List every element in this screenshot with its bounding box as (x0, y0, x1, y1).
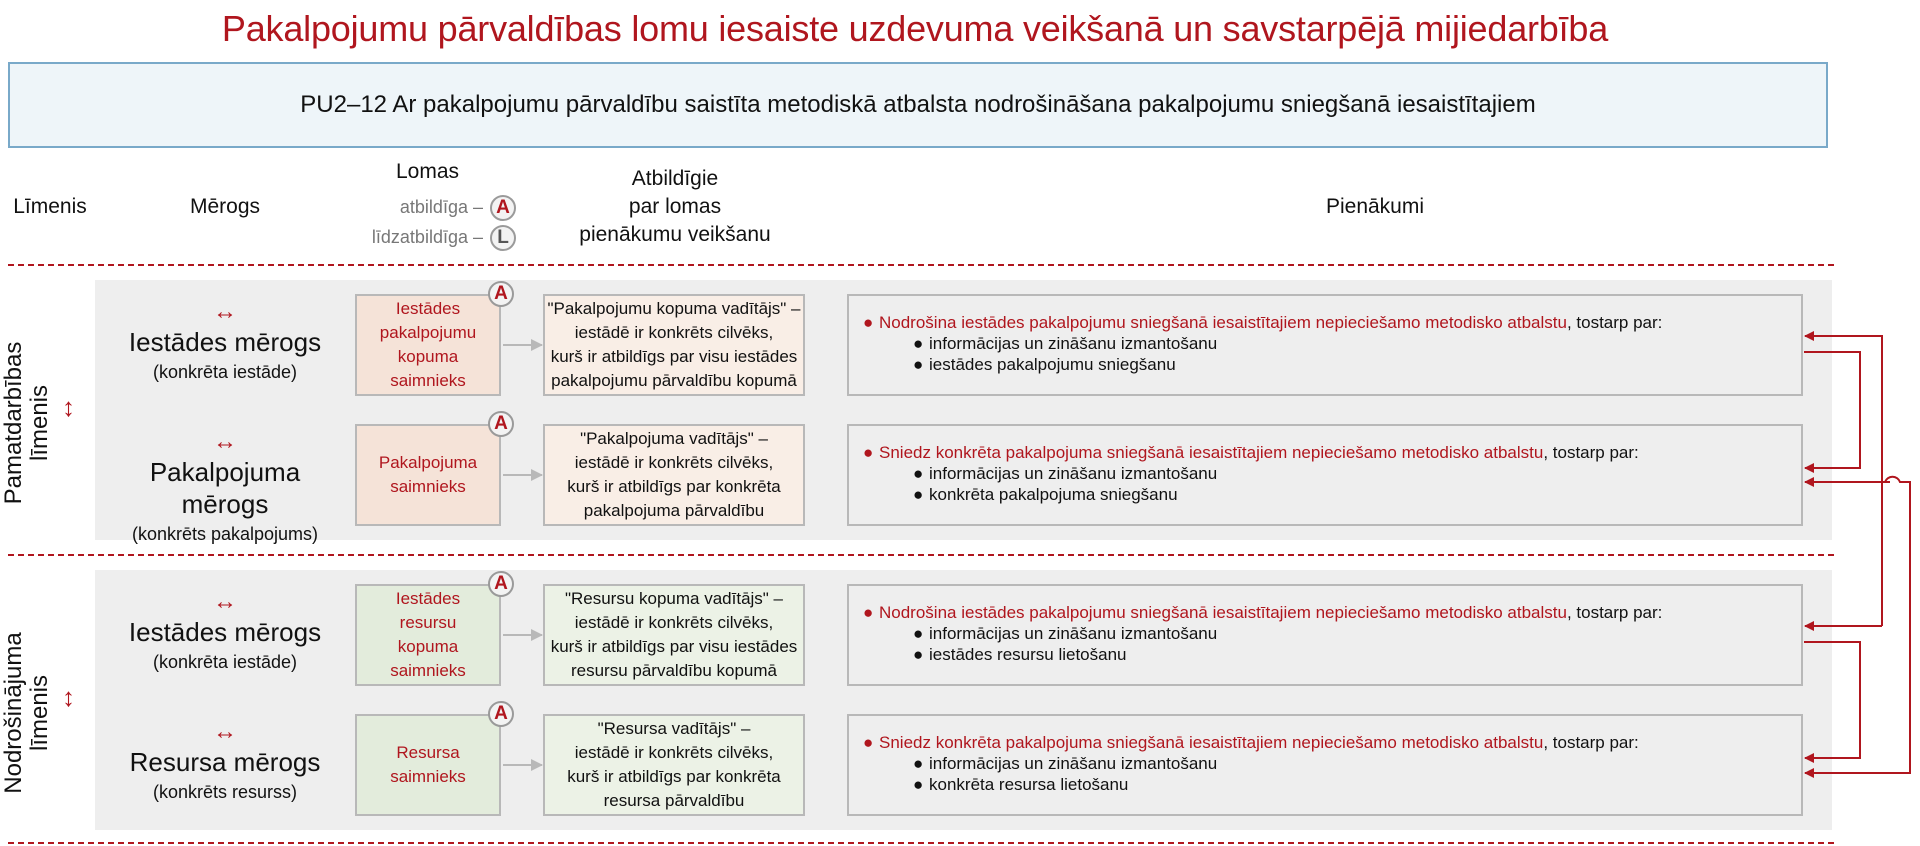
duty-main-text: Nodrošina iestādes pakalpojumu sniegšanā iesaistītajiem nepieciešamo metodisko atbalstu (879, 313, 1567, 332)
scale-name: Iestādes mērogs (128, 617, 322, 647)
badge-a-icon: A (490, 195, 516, 221)
responsible-line: "Pakalpojumu kopuma vadītājs" – (547, 299, 801, 318)
scale-name: Pakalpojuma mērogs (149, 457, 301, 519)
duty-main-text: Sniedz konkrēta pakalpojuma sniegšanā iesaistītajiem nepieciešamo metodisko atbalstu (879, 733, 1544, 752)
connector-arrow-icon (1804, 642, 1860, 758)
level-label-line: Nodrošinājuma (0, 632, 27, 794)
badge-a-icon: A (488, 411, 514, 437)
horizontal-arrow-icon: ↔ (213, 718, 237, 745)
duty-item-text: informācijas un zināšanu izmantošanu (929, 334, 1218, 353)
role-to-responsible-arrows (503, 345, 542, 765)
responsible-line: kurš ir atbildīgs par konkrēta (567, 767, 781, 786)
bullet-icon: ● (913, 464, 924, 483)
duty-item-text: informācijas un zināšanu izmantošanu (929, 754, 1218, 773)
responsible-line: resursu pārvaldību kopumā (570, 661, 777, 680)
responsible-line: resursa pārvaldību (603, 791, 745, 810)
responsible-line: pakalpojumu pārvaldību kopumā (551, 371, 797, 390)
responsible-line: iestādē ir konkrēts cilvēks, (574, 453, 774, 472)
connector-line (1805, 477, 1910, 773)
level-label-line: līmenis (26, 384, 53, 462)
legend-coresponsible-label: līdzatbildīga – (371, 227, 483, 247)
responsible-line: kurš ir atbildīgs par visu iestādes (550, 347, 798, 366)
responsible-line: "Resursu kopuma vadītājs" – (564, 589, 784, 608)
bullet-icon: ● (913, 485, 924, 504)
responsible-line: "Resursa vadītājs" – (597, 719, 751, 738)
duty-item-text: konkrēta resursa lietošanu (929, 775, 1129, 794)
diagram-title: Pakalpojumu pārvaldības lomu iesaiste uzdevuma veikšanā un savstarpējā mijiedarbība (221, 8, 1609, 49)
bullet-icon: ● (913, 775, 924, 794)
header-roles: Lomas (395, 160, 460, 183)
vertical-arrow-icon: ↕ (62, 682, 75, 712)
interaction-connectors (1804, 336, 1910, 773)
scale-subtitle: (konkrēta iestāde) (152, 652, 298, 672)
header-responsible-line: pienākumu veikšanu (579, 223, 771, 246)
role-line: Resursa (396, 743, 460, 762)
badge-l-icon: L (490, 225, 516, 251)
bullet-icon: ● (863, 733, 874, 752)
role-line: saimnieks (390, 767, 466, 786)
scale-subtitle: (konkrēts resurss) (152, 782, 298, 802)
bullet-icon: ● (913, 355, 924, 374)
horizontal-arrow-icon: ↔ (213, 428, 237, 455)
bullet-icon: ● (863, 443, 874, 462)
responsible-line: iestādē ir konkrēts cilvēks, (574, 613, 774, 632)
bullet-icon: ● (913, 645, 924, 664)
role-line: kopuma (397, 347, 459, 366)
badge-a-icon: A (488, 571, 514, 597)
role-line: saimnieks (390, 661, 466, 680)
responsible-line: kurš ir atbildīgs par konkrēta (567, 477, 781, 496)
bullet-icon: ● (913, 334, 924, 353)
duty-tail: , tostarp par: (1543, 733, 1639, 752)
legend-responsible-label: atbildīga – (399, 197, 483, 217)
responsible-line: "Pakalpojuma vadītājs" – (580, 429, 768, 448)
header-responsible-line: Atbildīgie (631, 167, 719, 190)
duty-main-text: Sniedz konkrēta pakalpojuma sniegšanā iesaistītajiem nepieciešamo metodisko atbalstu (879, 443, 1544, 462)
role-line: Iestādes (395, 589, 461, 608)
header-scale: Mērogs (189, 195, 261, 218)
responsible-line: iestādē ir konkrēts cilvēks, (574, 323, 774, 342)
duty-tail: , tostarp par: (1566, 313, 1663, 332)
role-line: saimnieks (390, 477, 466, 496)
horizontal-arrow-icon: ↔ (213, 298, 237, 325)
header-level: Līmenis (13, 195, 87, 218)
bullet-icon: ● (863, 603, 874, 622)
duty-tail: , tostarp par: (1543, 443, 1639, 462)
scale-name: Resursa mērogs (129, 747, 321, 777)
scale-subtitle: (konkrēts pakalpojums) (131, 524, 319, 544)
duty-item-text: informācijas un zināšanu izmantošanu (929, 624, 1218, 643)
responsible-line: pakalpojuma pārvaldību (583, 501, 765, 520)
bullet-icon: ● (913, 754, 924, 773)
bullet-icon: ● (913, 624, 924, 643)
role-line: pakalpojumu (379, 323, 477, 342)
role-line: Iestādes (395, 299, 461, 318)
scale-subtitle: (konkrēta iestāde) (152, 362, 298, 382)
connector-arrow-icon (1804, 352, 1860, 468)
duty-tail: , tostarp par: (1566, 603, 1663, 622)
horizontal-arrow-icon: ↔ (213, 588, 237, 615)
role-line: resursu (399, 613, 457, 632)
responsible-line: kurš ir atbildīgs par visu iestādes (550, 637, 798, 656)
duty-main-text: Nodrošina iestādes pakalpojumu sniegšanā iesaistītajiem nepieciešamo metodisko atbalstu (879, 603, 1567, 622)
level-label-line: Pamatdarbības (0, 341, 27, 505)
vertical-arrow-icon: ↕ (62, 392, 75, 422)
duty-item-text: iestādes pakalpojumu sniegšanu (929, 355, 1176, 374)
scale-name: Iestādes mērogs (128, 327, 322, 357)
task-label: PU2–12 Ar pakalpojumu pārvaldību saistīta metodiskā atbalsta nodrošināšana pakalpojumu sniegšanā iesaistītajiem (300, 91, 1536, 118)
header-responsible-line: par lomas (628, 195, 722, 218)
badge-a-icon: A (488, 701, 514, 727)
duty-item-text: informācijas un zināšanu izmantošanu (929, 464, 1218, 483)
role-line: saimnieks (390, 371, 466, 390)
duty-item-text: konkrēta pakalpojuma sniegšanu (929, 485, 1178, 504)
header-duties: Pienākumi (1325, 195, 1425, 218)
bullet-icon: ● (863, 313, 874, 332)
duty-item-text: iestādes resursu lietošanu (929, 645, 1127, 664)
responsible-line: iestādē ir konkrēts cilvēks, (574, 743, 774, 762)
level-label-line: līmenis (26, 674, 53, 752)
role-line: kopuma (397, 637, 459, 656)
role-line: Pakalpojuma (378, 453, 478, 472)
badge-a-icon: A (488, 281, 514, 307)
